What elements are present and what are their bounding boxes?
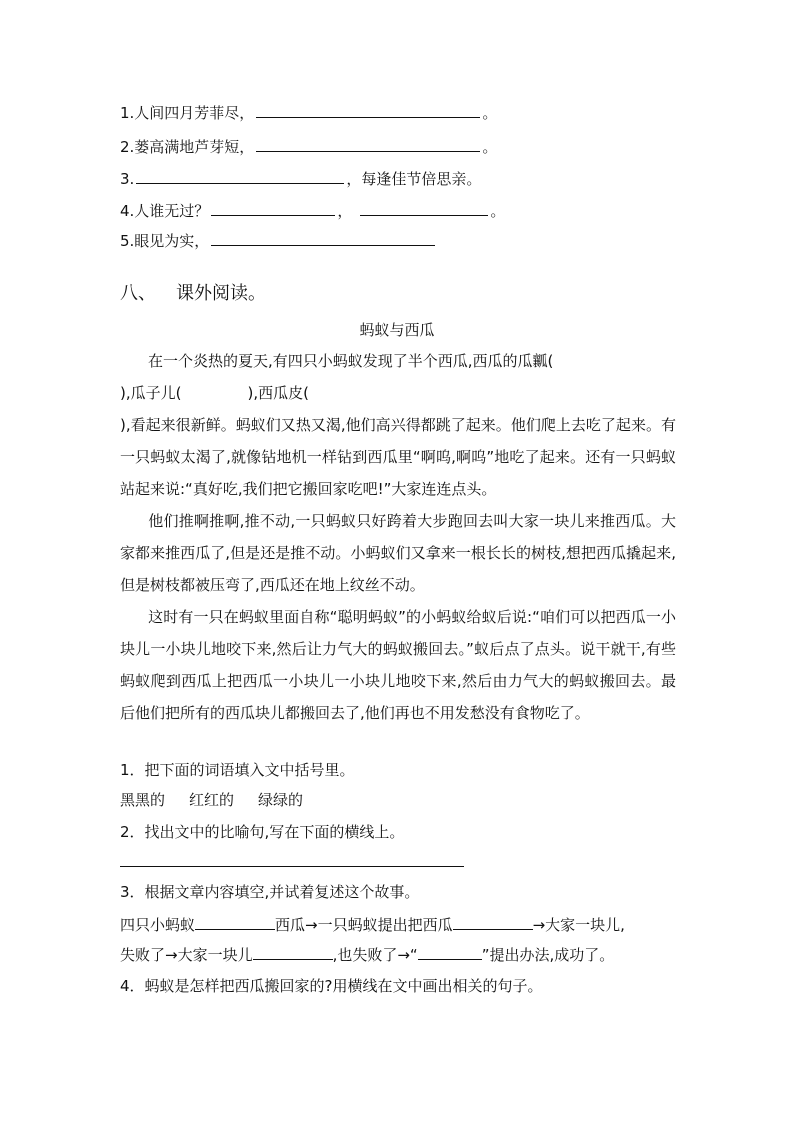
poem-fill-4 (120, 200, 505, 221)
question-3: 3．根据文章内容填空,并试着复述这个故事。 (120, 883, 420, 901)
question-3-line-1 (120, 914, 625, 935)
story-p3-text: 这时有一只在蚂蚁里面自称“聪明蚂蚁”的小蚂蚁给蚁后说:“咱们可以把西瓜一小块儿一小块儿地咬下来,然后让力气大的蚂蚁搬回去。”蚁后点了点头。说干就干,有些蚂蚁爬到西瓜上把西瓜一小块儿一小块儿地咬下来,然后由力气大的蚂蚁搬回去。最后他们把所有的西瓜块儿都搬回去了,他们再也不用发愁没有食物吃了。 (120, 608, 676, 722)
word-bank (120, 790, 327, 810)
section-title: 课外阅读。 (176, 283, 266, 304)
story-p2-text: 他们推啊推啊,推不动,一只蚂蚁只好跨着大步跑回去叫大家一块儿来推西瓜。大家都来推西瓜了,但是还是推不动。小蚂蚁们又拿来一根长长的树枝,想把西瓜撬起来,但是树枝都被压弯了,西瓜还在地上纹丝不动。 (120, 512, 676, 594)
poem-4-comma: ， (337, 202, 353, 220)
question-3-line-2 (120, 944, 614, 965)
answer-blank[interactable] (136, 168, 344, 184)
question-2: 2．找出文中的比喻句,写在下面的横线上。 (120, 823, 405, 841)
answer-blank[interactable] (211, 230, 435, 246)
poem-5-text: 5.眼见为实， (120, 232, 210, 250)
poem-3-suffix: ，每逢佳节倍思亲。 (346, 170, 482, 188)
word-bank-item: 黑黑的 (120, 791, 166, 809)
story-paragraph-2 (120, 505, 676, 601)
q3-text-f: ”提出办法,成功了。 (481, 946, 615, 964)
story-paragraph-1 (120, 345, 676, 505)
poem-4-text: 4.人谁无过？ (120, 202, 210, 220)
poem-fill-2 (120, 136, 497, 157)
poem-3-number: 3. (120, 170, 135, 188)
q3-text-d: 失败了→大家一块儿 (120, 946, 253, 964)
answer-line[interactable] (120, 866, 464, 867)
story-p1-a: 在一个炎热的夏天,有四只小蚂蚁发现了半个西瓜,西瓜的瓜瓤( (148, 352, 554, 370)
question-1: 1．把下面的词语填入文中括号里。 (120, 761, 355, 779)
story-title: 蚂蚁与西瓜 (359, 321, 435, 339)
answer-blank[interactable] (253, 944, 333, 960)
story-p1-b: ),瓜子儿( (120, 384, 182, 402)
answer-blank[interactable] (256, 136, 480, 152)
q3-text-b: 西瓜→一只蚂蚁提出把西瓜 (275, 916, 453, 934)
poem-1-suffix: 。 (482, 104, 498, 122)
answer-blank[interactable] (418, 944, 482, 960)
story-body (120, 345, 676, 729)
answer-blank[interactable] (360, 200, 488, 216)
story-paragraph-3 (120, 601, 676, 729)
poem-fill-3 (120, 168, 481, 189)
answer-blank[interactable] (195, 914, 275, 930)
q3-text-e: ,也失败了→“ (332, 946, 418, 964)
story-p1-c: ),西瓜皮( (247, 384, 309, 402)
answer-blank[interactable] (211, 200, 335, 216)
section-number: 八、 (120, 283, 156, 304)
q3-text-a: 四只小蚂蚁 (120, 916, 196, 934)
section-heading (120, 282, 266, 306)
poem-4-suffix: 。 (490, 202, 506, 220)
q3-text-c: →大家一块儿, (532, 916, 625, 934)
answer-blank[interactable] (453, 914, 533, 930)
poem-1-text: 1.人间四月芳菲尽， (120, 104, 255, 122)
word-bank-item: 绿绿的 (258, 791, 304, 809)
poem-2-suffix: 。 (482, 138, 498, 156)
story-p1-d: ),看起来很新鲜。蚂蚁们又热又渴,他们高兴得都跳了起来。他们爬上去吃了起来。有一只蚂蚁太渴了,就像钻地机一样钻到西瓜里“啊呜,啊呜”地吃了起来。还有一只蚂蚁站起来说:“真好吃,我们把它搬回家吃吧!”大家连连点头。 (120, 416, 676, 498)
answer-blank[interactable] (256, 102, 480, 118)
poem-2-text: 2.蒌高满地芦芽短， (120, 138, 255, 156)
word-bank-item: 红红的 (189, 791, 235, 809)
poem-fill-1 (120, 102, 497, 123)
poem-fill-5 (120, 230, 437, 251)
question-4: 4．蚂蚁是怎样把西瓜搬回家的?用横线在文中画出相关的句子。 (120, 977, 543, 995)
